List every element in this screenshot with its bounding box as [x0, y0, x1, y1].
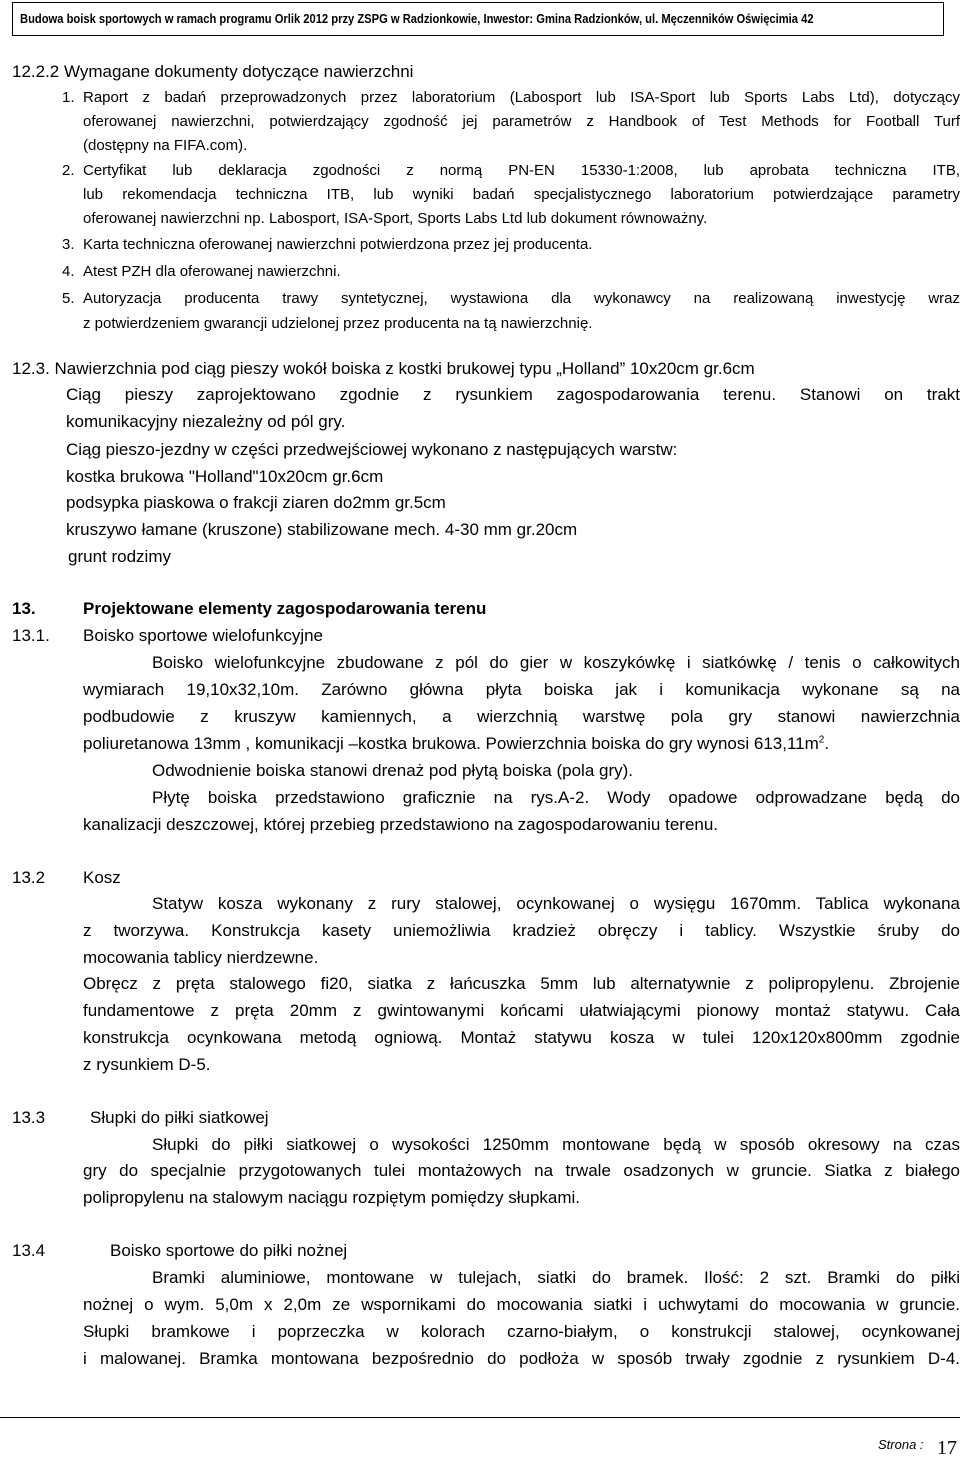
paragraph-line: lub rekomendacja techniczna ITB, lub wyniki badań specjalistycznego laboratorium potwierdzające parametry: [83, 186, 960, 203]
section-heading: Boisko sportowe do piłki nożnej: [110, 1241, 348, 1260]
page-label: Strona :: [878, 1437, 924, 1452]
paragraph-line: fundamentowe z pręta 20mm z gwintowanymi końcami ułatwiającymi pionowy montaż statywu. Cała: [83, 1001, 960, 1020]
paragraph-line: Obręcz z pręta stalowego fi20, siatka z łańcuszka 5mm lub alternatywnie z polipropylenu. Zbrojenie: [83, 974, 960, 993]
paragraph-line: Raport z badań przeprowadzonych przez laboratorium (Labosport lub ISA-Sport lub Sports Labs Ltd), dotyczący: [83, 89, 960, 106]
section-heading: Projektowane elementy zagospodarowania terenu: [83, 599, 487, 618]
section-heading: 12.2.2 Wymagane dokumenty dotyczące nawierzchni: [12, 62, 414, 81]
paragraph-line: Słupki bramkowe i poprzeczka w kolorach czarno-białym, o konstrukcji stalowej, ocynkowanej: [83, 1322, 960, 1341]
section-heading: Boisko sportowe wielofunkcyjne: [83, 626, 324, 645]
list-number: 5.: [62, 290, 75, 307]
list-number: 3.: [62, 236, 75, 253]
paragraph-line: Atest PZH dla oferowanej nawierzchni.: [83, 263, 341, 280]
list-number: 1.: [62, 89, 75, 106]
section-number: 13.: [12, 599, 36, 618]
paragraph-line: podsypka piaskowa o frakcji ziaren do2mm gr.5cm: [66, 493, 446, 512]
paragraph-line: mocowania tablicy nierdzewne.: [83, 948, 319, 967]
section-number: 13.1.: [12, 626, 50, 645]
paragraph-line: kruszywo łamane (kruszone) stabilizowane mech. 4-30 mm gr.20cm: [66, 520, 578, 539]
paragraph-line: podbudowie z kruszyw kamiennych, a wierzchnią warstwę pola gry stanowi nawierzchnia: [83, 707, 960, 726]
paragraph-line: Karta techniczna oferowanej nawierzchni potwierdzona przez jej producenta.: [83, 236, 593, 253]
paragraph-line: oferowanej nawierzchni np. Labosport, ISA-Sport, Sports Labs Ltd lub dokument równoważny.: [83, 210, 708, 227]
paragraph-line: Boisko wielofunkcyjne zbudowane z pól do gier w koszykówkę i siatkówkę / tenis o całkowitych: [152, 653, 960, 672]
paragraph-line: Bramki aluminiowe, montowane w tulejach, siatki do bramek. Ilość: 2 szt. Bramki do piłki: [152, 1268, 960, 1287]
paragraph-line: Słupki do piłki siatkowej o wysokości 1250mm montowane będą w sposób okresowy na czas: [152, 1135, 960, 1154]
paragraph-line: i malowanej. Bramka montowana bezpośrednio do podłoża w sposób trwały zgodnie z rysunkiem D-4.: [83, 1349, 960, 1368]
section-heading: Słupki do piłki siatkowej: [90, 1108, 269, 1127]
paragraph-line: (dostępny na FIFA.com).: [83, 137, 248, 154]
list-number: 2.: [62, 162, 75, 179]
paragraph-line: gry do specjalnie przygotowanych tulei montażowych na trwale osadzonych w gruncie. Siatka z białego: [83, 1161, 960, 1180]
section-number: 13.2: [12, 868, 46, 887]
footer-rule: [0, 1417, 960, 1418]
section-heading: Kosz: [83, 868, 121, 887]
paragraph-line: kanalizacji deszczowej, której przebieg przedstawiono na zagospodarowaniu terenu.: [83, 815, 719, 834]
paragraph-line: oferowanej nawierzchni, potwierdzający zgodność jej parametrów z Handbook of Test Methods for Football Turf: [83, 113, 960, 130]
paragraph-line: grunt rodzimy: [68, 547, 171, 566]
paragraph-line: polipropylenu na stalowym naciągu rozpiętym pomiędzy słupkami.: [83, 1188, 581, 1207]
paragraph-line: Płytę boiska przedstawiono graficznie na rys.A-2. Wody opadowe odprowadzane będą do: [152, 788, 960, 807]
paragraph-line: z potwierdzeniem gwarancji udzielonej przez producenta na tą nawierzchnię.: [83, 315, 593, 332]
paragraph-line: Ciąg pieszy zaprojektowano zgodnie z rysunkiem zagospodarowania terenu. Stanowi on trakt: [66, 385, 960, 404]
paragraph-line: Autoryzacja producenta trawy syntetycznej, wystawiona dla wykonawcy na realizowaną inwestycję wraz: [83, 290, 960, 307]
header-text: Budowa boisk sportowych w ramach programu Orlik 2012 przy ZSPG w Radzionkowie, Inwestor: Gmina Radzionków, ul. Męczenników Oświęcimia 42: [20, 11, 814, 26]
paragraph-line: Odwodnienie boiska stanowi drenaż pod płytą boiska (pola gry).: [152, 761, 633, 780]
section-heading: 12.3. Nawierzchnia pod ciąg pieszy wokół boiska z kostki brukowej typu „Holland” 10x20cm gr.6cm: [12, 359, 755, 378]
page-number: 17: [937, 1437, 957, 1459]
page-header: [12, 2, 944, 36]
section-number: 13.3: [12, 1108, 46, 1127]
section-number: 13.4: [12, 1241, 46, 1260]
paragraph-line: Certyfikat lub deklaracja zgodności z normą PN-EN 15330-1:2008, lub aprobata techniczna ITB,: [83, 162, 960, 179]
paragraph-line: z tworzywa. Konstrukcja kasety uniemożliwia kradzież obręczy i tablicy. Wszystkie śruby do: [83, 921, 960, 940]
paragraph-line: nożnej o wym. 5,0m x 2,0m ze wspornikami do mocowania siatki i uchwytami do mocowania w gruncie.: [83, 1295, 960, 1314]
paragraph-line: komunikacyjny niezależny od pól gry.: [66, 412, 346, 431]
paragraph-line: z rysunkiem D-5.: [83, 1055, 211, 1074]
list-number: 4.: [62, 263, 75, 280]
paragraph-line: Ciąg pieszo-jezdny w części przedwejściowej wykonano z następujących warstw:: [66, 440, 678, 459]
paragraph-line: poliuretanowa 13mm , komunikacji –kostka brukowa. Powierzchnia boiska do gry wynosi $613,11m^2$.: [83, 734, 830, 753]
paragraph-line: Statyw kosza wykonany z rury stalowej, ocynkowanej o wysięgu 1670mm. Tablica wykonana: [152, 894, 960, 913]
paragraph-line: konstrukcja ocynkowana metodą ogniową. Montaż statywu kosza w tulei 120x120x800mm zgodnie: [83, 1028, 960, 1047]
paragraph-line: kostka brukowa "Holland"10x20cm gr.6cm: [66, 467, 384, 486]
paragraph-line: wymiarach 19,10x32,10m. Zarówno główna płyta boiska jak i komunikacja wykonane są na: [83, 680, 960, 699]
